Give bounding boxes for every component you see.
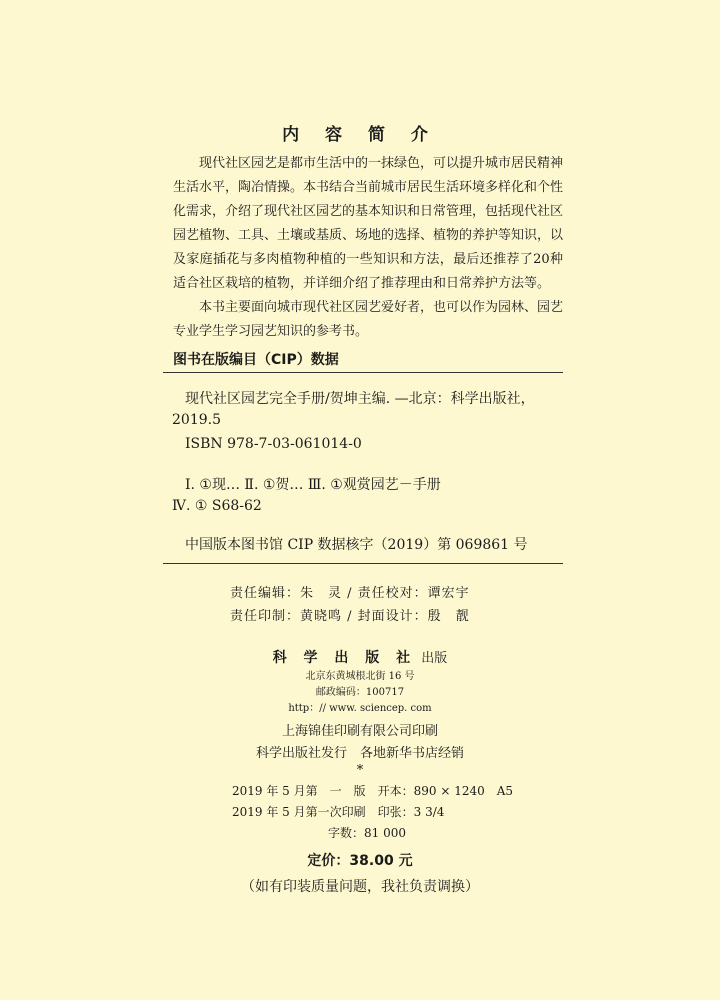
introduction [173,152,563,344]
publisher-postcode: 邮政编码：100717 [315,687,405,698]
cip-line-1: 现代社区园艺完全手册/贺坤主编. —北京：科学出版社， [185,391,535,407]
edition-info: 2019 年 5 月第 一 版 开本：890 × 1240 A5 [232,784,514,798]
cip-classification-1: Ⅰ. ①现… Ⅱ. ①贺… Ⅲ. ①观赏园艺－手册 [185,477,441,493]
publisher-address: 北京东黄城根北街 16 号 [305,671,415,682]
price-line [0,850,720,870]
publisher-line [0,647,720,667]
intro-paragraph-2: 本书主要面向城市现代社区园艺爱好者，也可以作为园林、园艺专业学生学习园艺知识的参考书。 [173,300,564,339]
separator-star: * [356,763,364,778]
page-title: 内 容 简 介 [282,125,438,145]
publisher-suffix: 出版 [421,651,448,666]
publisher-name: 科 学 出 版 社 [272,650,417,666]
price-label: 定价： [307,853,350,869]
price-value: 38.00 元 [349,853,413,869]
cip-record-number: 中国版本图书馆 CIP 数据核字（2019）第 069861 号 [185,537,528,553]
impression-info: 2019 年 5 月第一次印刷 印张：3 3/4 [232,805,445,819]
publisher-url: http：// www. sciencep. com [288,703,432,714]
credits-line-2: 责任印制：黄晓鸣 / 封面设计：殷 靓 [230,609,470,624]
cip-isbn: ISBN 978-7-03-061014-0 [185,436,362,452]
quality-note: （如有印装质量问题，我社负责调换） [241,879,479,895]
cip-line-2: 2019.5 [172,412,221,428]
credits-line-1: 责任编辑：朱 灵 / 责任校对：谭宏宇 [230,586,470,601]
distribution: 科学出版社发行 各地新华书店经销 [255,746,464,761]
cip-heading: 图书在版编目（CIP）数据 [173,352,339,368]
word-count: 字数：81 000 [328,826,406,840]
cip-classification-2: Ⅳ. ① S68-62 [172,498,262,514]
cip-top-rule [163,372,563,373]
intro-paragraph-1: 现代社区园艺是都市生活中的一抹绿色，可以提升城市居民精神生活水平，陶冶情操。本书结合当前城市居民生活环境多样化和个性化需求，介绍了现代社区园艺的基本知识和日常管理，包括现代社区园艺植物、工具、土壤或基质、场地的选择、植物的养护等知识，以及家庭插花与多肉植物种植的一些知识和方法，最后还推荐了20种适合社区栽培的植物，并详细介绍了推荐理由和日常养护方法等。 [173,156,564,291]
cip-bottom-rule [163,563,563,564]
printer: 上海锦佳印刷有限公司印刷 [281,724,438,739]
